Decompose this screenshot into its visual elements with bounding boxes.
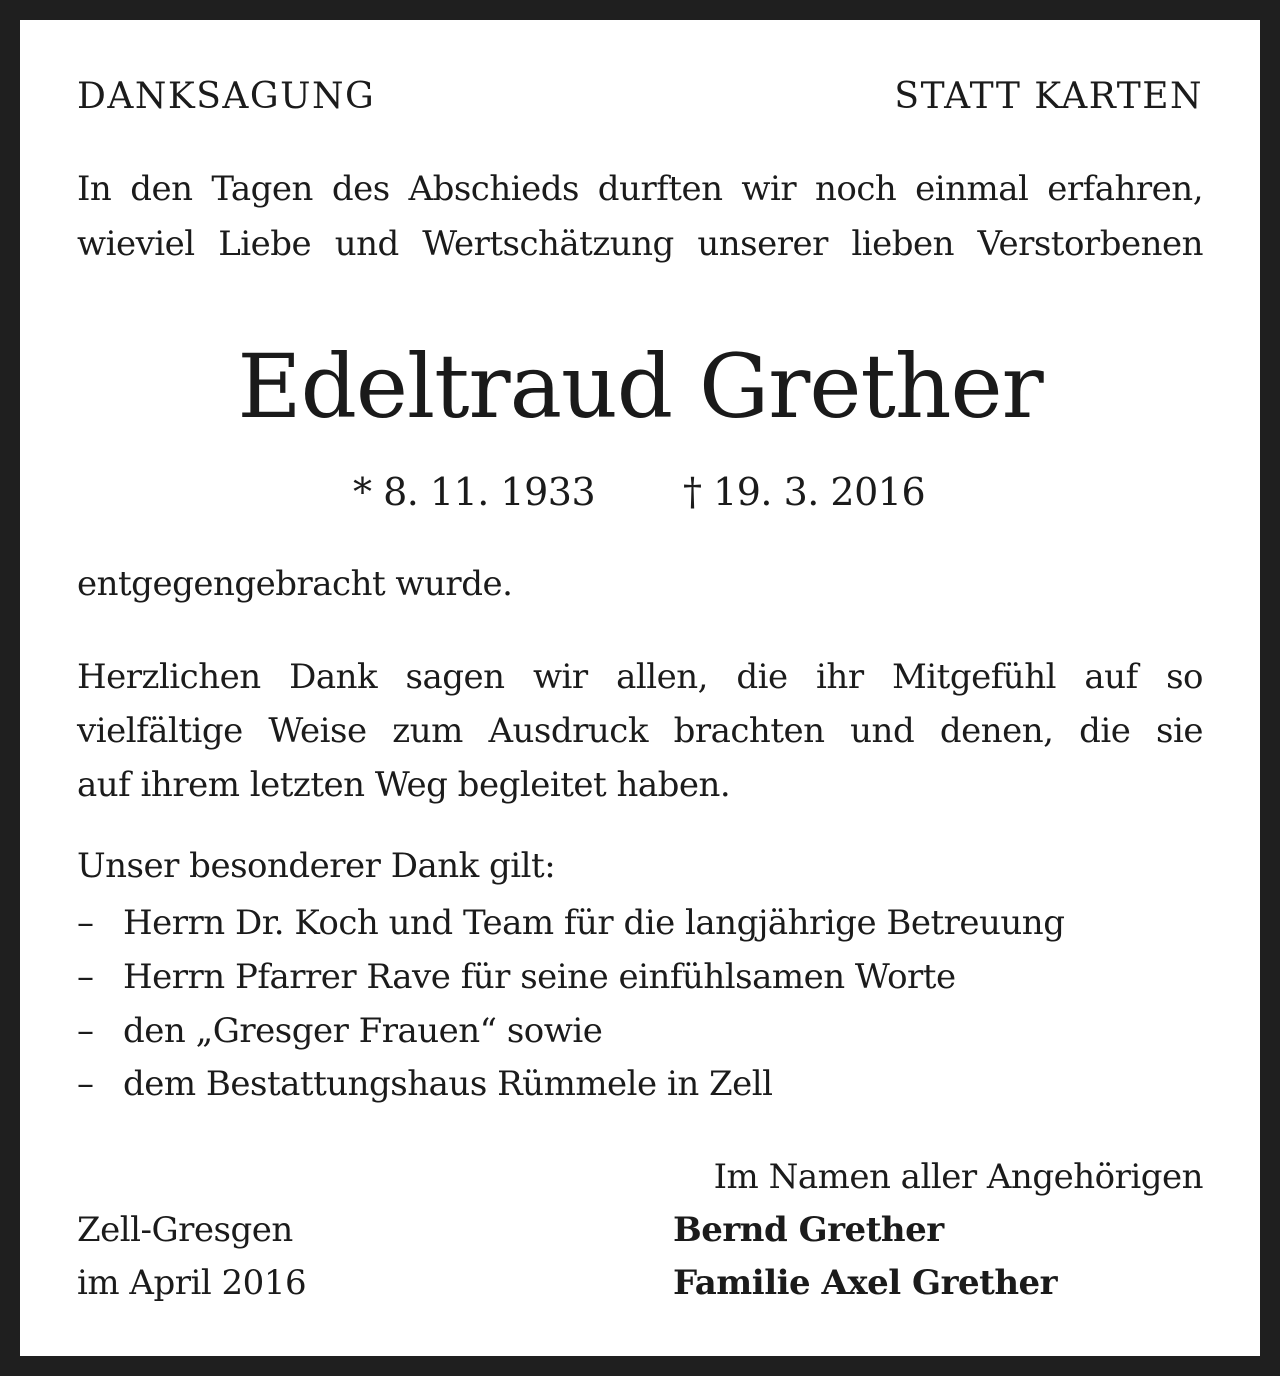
list-bullet: – bbox=[77, 1064, 94, 1104]
on-behalf-text: Im Namen aller Angehörigen bbox=[713, 1157, 1203, 1197]
header-danksagung: DANKSAGUNG bbox=[77, 76, 376, 117]
deceased-name: Edeltraud Grether bbox=[237, 335, 1043, 438]
signer-bernd: Bernd Grether bbox=[673, 1210, 944, 1250]
list-item: dem Bestattungshaus Rümmele in Zell bbox=[123, 1064, 773, 1104]
thanks-line-3: auf ihrem letzten Weg begleitet haben. bbox=[77, 765, 731, 805]
list-item: Herrn Pfarrer Rave für seine einfühlsamen Worte bbox=[123, 957, 956, 997]
signer-family-axel: Familie Axel Grether bbox=[673, 1263, 1058, 1303]
header-statt-karten: STATT KARTEN bbox=[894, 76, 1203, 117]
place-text: Zell-Gresgen bbox=[77, 1210, 293, 1250]
list-bullet: – bbox=[77, 957, 94, 997]
thanks-line-2: vielfältige Weise zum Ausdruck brachten und denen, die sie bbox=[77, 711, 1203, 751]
intro-line-2: wieviel Liebe und Wertschätzung unserer lieben Verstorbenen bbox=[77, 224, 1203, 264]
list-bullet: – bbox=[77, 903, 94, 943]
thanks-line-1: Herzlichen Dank sagen wir allen, die ihr Mitgefühl auf so bbox=[77, 657, 1203, 697]
special-thanks-heading: Unser besonderer Dank gilt: bbox=[77, 846, 556, 886]
date-text: im April 2016 bbox=[77, 1263, 307, 1303]
list-bullet: – bbox=[77, 1011, 94, 1051]
list-item: den „Gresger Frauen“ sowie bbox=[123, 1011, 603, 1051]
continuation-text: entgegengebracht wurde. bbox=[77, 564, 513, 604]
birth-date: * 8. 11. 1933 bbox=[353, 470, 596, 514]
intro-line-1: In den Tagen des Abschieds durften wir noch einmal erfahren, bbox=[77, 169, 1203, 209]
death-date: † 19. 3. 2016 bbox=[683, 470, 926, 514]
list-item: Herrn Dr. Koch und Team für die langjährige Betreuung bbox=[123, 903, 1065, 943]
